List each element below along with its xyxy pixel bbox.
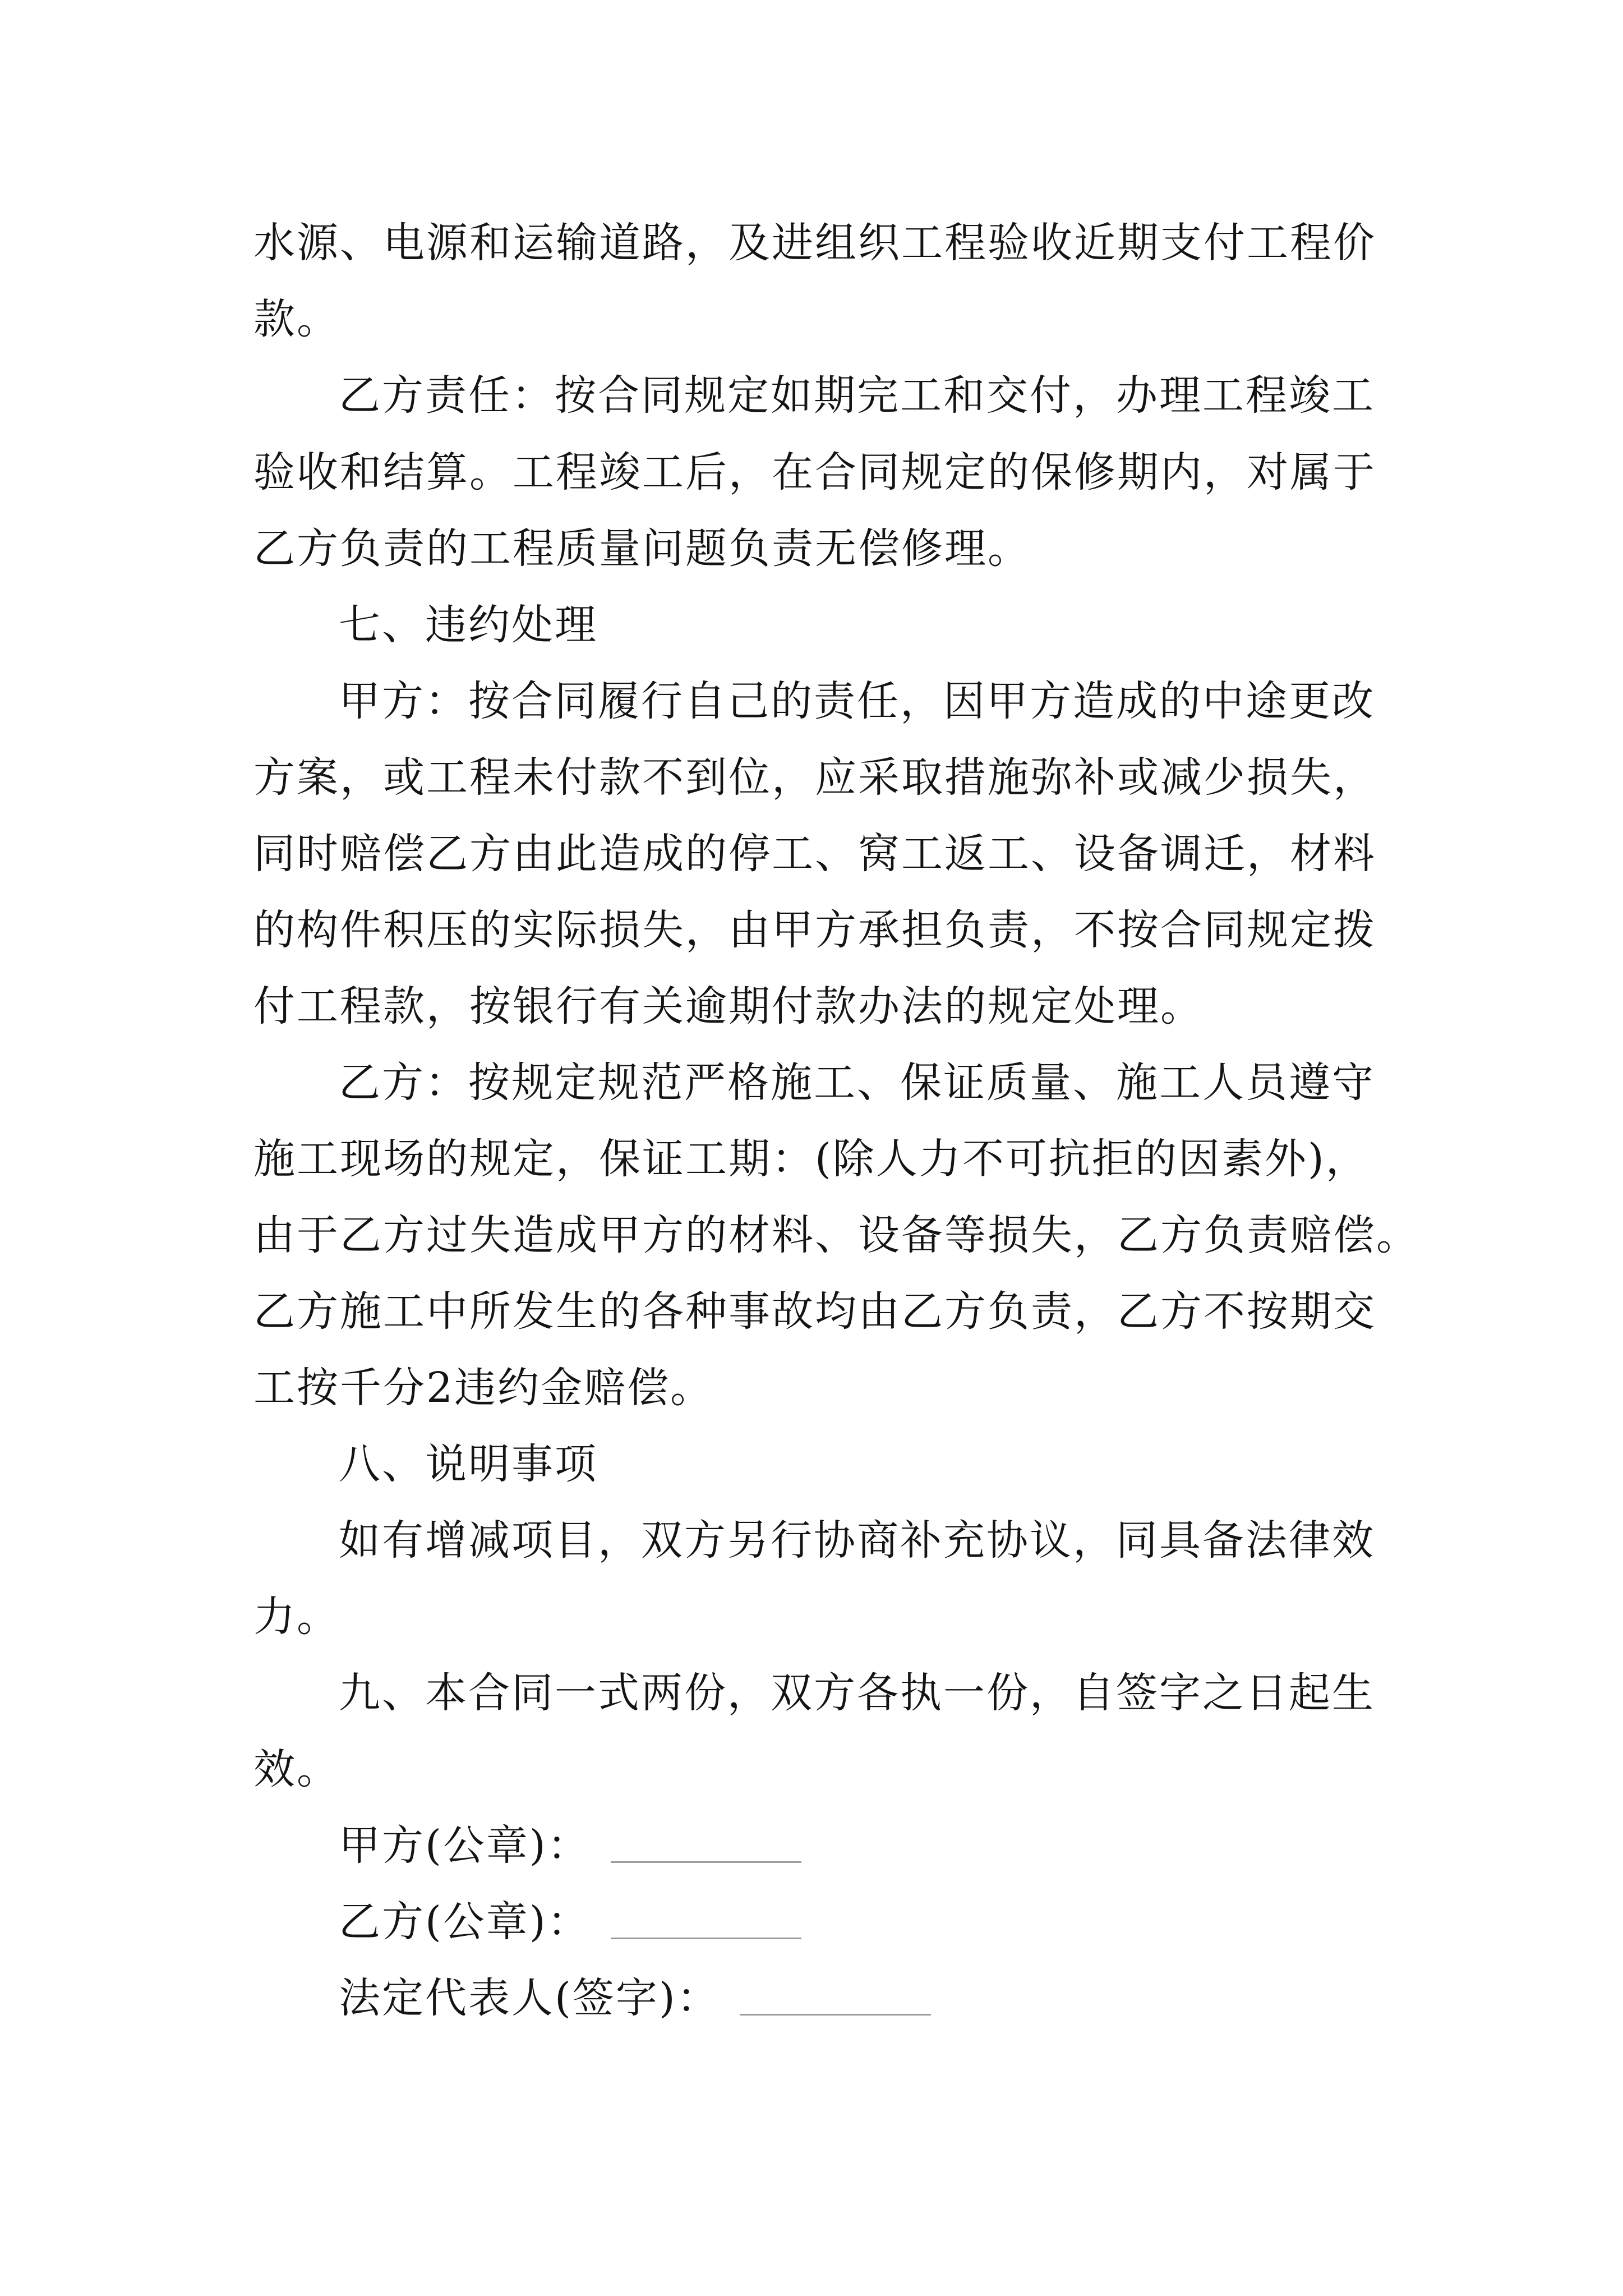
signature-party-a-blank[interactable] [611,1822,801,1863]
signature-party-a [339,1818,801,1874]
section-heading: 八、说明事项 [339,1440,598,1488]
text-line: 同时赔偿乙方由此造成的停工、窝工返工、设备调迁，材料 [253,830,1376,878]
text-line: 由于乙方过失造成甲方的材料、设备等损失，乙方负责赔偿。 [253,1211,1419,1259]
signature-legal-rep-blank[interactable] [740,1975,931,2016]
paragraph-start: 九、本合同一式两份，双方各执一份，自签字之日起生 [339,1669,1375,1717]
text-line: 验收和结算。工程竣工后，在合同规定的保修期内，对属于 [253,448,1376,496]
paragraph-start: 乙方：按规定规范严格施工、保证质量、施工人员遵守 [339,1059,1375,1107]
text-line: 乙方施工中所发生的各种事故均由乙方负责，乙方不按期交 [253,1287,1376,1336]
paragraph-start: 如有增减项目，双方另行协商补充协议，同具备法律效 [339,1516,1375,1565]
text-line: 水源、电源和运输道路，及进组织工程验收近期支付工程价 [253,219,1376,267]
text-line: 施工现场的规定，保证工期：(除人力不可抗拒的因素外)， [253,1135,1369,1183]
paragraph-start: 甲方：按合同履行自己的责任，因甲方造成的中途更改 [339,677,1375,725]
text-line: 款。 [253,295,340,343]
signature-party-a-label: 甲方(公章)： [339,1821,591,1870]
text-line: 方案，或工程未付款不到位，应采取措施弥补或减少损失， [253,753,1376,802]
text-line: 效。 [253,1745,340,1793]
text-line: 付工程款，按银行有关逾期付款办法的规定处理。 [253,982,1204,1030]
signature-party-b-blank[interactable] [611,1898,801,1939]
signature-party-b [339,1894,801,1950]
text-line: 力。 [253,1593,340,1641]
section-heading: 七、违约处理 [339,601,598,649]
text-line: 乙方负责的工程质量问题负责无偿修理。 [253,524,1031,573]
text-line: 的构件积压的实际损失，由甲方承担负责，不按合同规定拨 [253,906,1376,954]
signature-legal-rep-label: 法定代表人(签字)： [339,1974,720,2022]
signature-legal-rep [339,1970,931,2026]
text-line: 工按千分2违约金赔偿。 [253,1364,714,1412]
paragraph-start: 乙方责任：按合同规定如期完工和交付，办理工程竣工 [339,371,1375,420]
signature-party-b-label: 乙方(公章)： [339,1898,591,1946]
